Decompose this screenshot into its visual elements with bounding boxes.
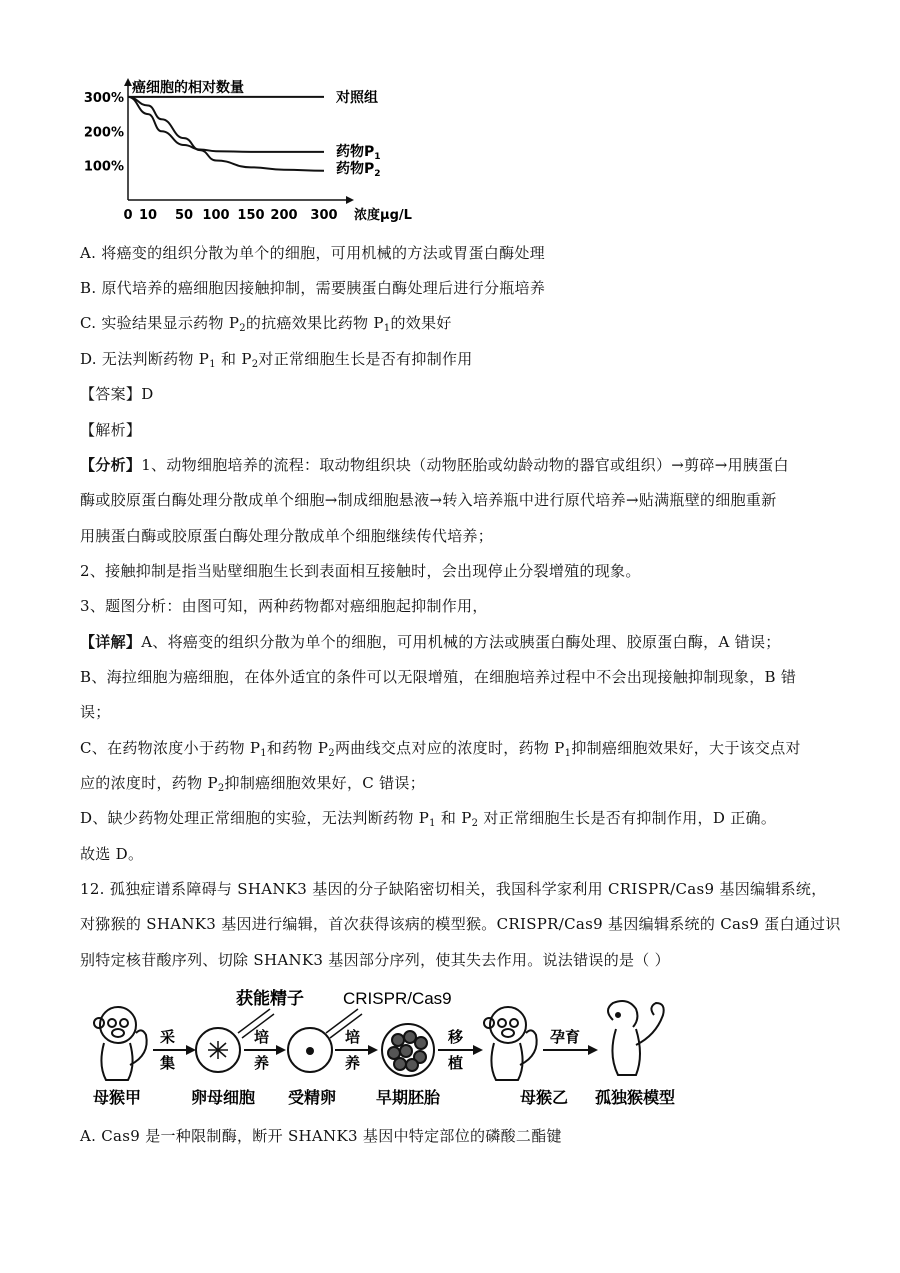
option-b: B. 原代培养的癌细胞因接触抑制，需要胰蛋白酶处理后进行分瓶培养 (80, 279, 546, 297)
label-embryo: 早期胚胎 (376, 1088, 441, 1107)
label-mother-b: 母猴乙 (520, 1088, 569, 1107)
label-oocyte: 卵母细胞 (191, 1088, 256, 1107)
x-tick-label: 200 (270, 208, 298, 223)
label-crispr: CRISPR/Cas9 (343, 989, 452, 1008)
y-tick-label: 100% (83, 159, 124, 175)
detail-b: B、海拉细胞为癌细胞，在体外适宜的条件可以无限增殖，在细胞培养过程中不会出现接触抑制现象，B 错 (80, 668, 797, 686)
chromosome-icon (208, 1041, 228, 1059)
x-tick-label: 150 (237, 208, 265, 223)
procedure-diagram (88, 985, 708, 1110)
step-transplant-a: 移 (448, 1028, 464, 1046)
option-c: C. 实验结果显示药物 $P_2$的抗癌效果比药物 $P_1$的效果好 (80, 314, 452, 334)
series-line-p1 (128, 97, 324, 152)
detail-c-line2: 应的浓度时，药物 $P_2$抑制癌细胞效果好，C 错误； (80, 774, 425, 794)
x-tick-label: 300 (310, 208, 338, 223)
series-label-control: 对照组 (336, 89, 378, 106)
model-monkey-icon (608, 1001, 664, 1075)
step-collect-b: 集 (160, 1054, 176, 1072)
monkey-b-icon (484, 1007, 537, 1080)
series-label-p2: 药物$P_2$ (336, 160, 381, 179)
detail-d: D、缺少药物处理正常细胞的实验，无法判断药物 $P_1$ 和 $P_2$ 对正常细胞生长是否有抑制作用，D 正确。 (80, 809, 777, 829)
label-zygote: 受精卵 (288, 1088, 337, 1107)
step-transplant-b: 植 (448, 1054, 464, 1072)
label-sperm: 获能精子 (236, 989, 304, 1009)
x-axis-label: 浓度μg/L (354, 208, 412, 223)
series-line-p2 (128, 97, 324, 171)
conclusion: 故选 D。 (80, 845, 144, 863)
option-a: A. 将癌变的组织分散为单个的细胞，可用机械的方法或胃蛋白酶处理 (80, 244, 545, 262)
analysis-para-1-line3: 用胰蛋白酶或胶原蛋白酶处理分散成单个细胞继续传代培养； (80, 527, 494, 545)
answer: 【答案】D (80, 385, 154, 403)
monkey-a-icon (94, 1007, 147, 1080)
y-tick-label: 300% (83, 90, 124, 106)
analysis-heading: 【解析】 (80, 421, 142, 439)
x-tick-label: 0 (123, 208, 133, 223)
step-collect-a: 采 (160, 1028, 176, 1046)
step-culture-2a: 培 (345, 1028, 361, 1046)
option-d: D. 无法判断药物 $P_1$ 和 $P_2$对正常细胞生长是否有抑制作用 (80, 350, 473, 370)
detail-b-line2: 误； (80, 703, 111, 721)
question-12-line3: 别特定核苷酸序列、切除 SHANK3 基因部分序列，使其失去作用。说法错误的是（ ） (80, 951, 670, 969)
step-culture-1a: 培 (254, 1028, 270, 1046)
y-tick-label: 200% (83, 125, 124, 141)
x-tick-label: 50 (174, 208, 194, 223)
x-tick-label: 100 (202, 208, 230, 223)
embryo-icon (382, 1024, 434, 1076)
question-12-option-a: A. Cas9 是一种限制酶，断开 SHANK3 基因中特定部位的磷酸二酯键 (80, 1127, 562, 1145)
line-chart (83, 72, 412, 223)
x-tick-label: 10 (138, 208, 158, 223)
detail-c: C、在药物浓度小于药物 $P_1$和药物 $P_2$两曲线交点对应的浓度时，药物 $P_1$抑制癌细胞效果好，大于该交点对 (80, 739, 801, 759)
analysis-para-2: 2、接触抑制是指当贴壁细胞生长到表面相互接触时，会出现停止分裂增殖的现象。 (80, 562, 641, 580)
label-model: 孤独猴模型 (595, 1088, 676, 1107)
series-label-p1: 药物$P_1$ (336, 143, 381, 162)
question-12-line2: 对猕猴的 SHANK3 基因进行编辑，首次获得该病的模型猴。CRISPR/Cas9 基因编辑系统的 Cas9 蛋白通过识 (80, 915, 841, 933)
y-axis-arrow (124, 78, 132, 86)
y-axis-label: 癌细胞的相对数量 (132, 80, 244, 96)
step-culture-1b: 养 (254, 1054, 270, 1072)
question-12-line1: 12. 孤独症谱系障碍与 SHANK3 基因的分子缺陷密切相关，我国科学家利用 CRISPR/Cas9 基因编辑系统， (80, 880, 827, 898)
analysis-para-3: 3、题图分析：由图可知，两种药物都对癌细胞起抑制作用， (80, 597, 488, 615)
step-culture-2b: 养 (345, 1054, 361, 1072)
x-axis-arrow (346, 196, 354, 204)
analysis-para-1: 【分析】1、动物细胞培养的流程：取动物组织块（动物胚胎或幼龄动物的器官或组织）→剪碎→用胰蛋白 (80, 456, 789, 474)
detail-a: 【详解】A、将癌变的组织分散为单个的细胞，可用机械的方法或胰蛋白酶处理、胶原蛋白酶，A 错误； (80, 633, 781, 651)
analysis-para-1-line2: 酶或胶原蛋白酶处理分散成单个细胞→制成细胞悬液→转入培养瓶中进行原代培养→贴满瓶壁的细胞重新 (80, 491, 777, 509)
step-gestation: 孕育 (550, 1028, 581, 1046)
label-mother-a: 母猴甲 (93, 1088, 142, 1107)
